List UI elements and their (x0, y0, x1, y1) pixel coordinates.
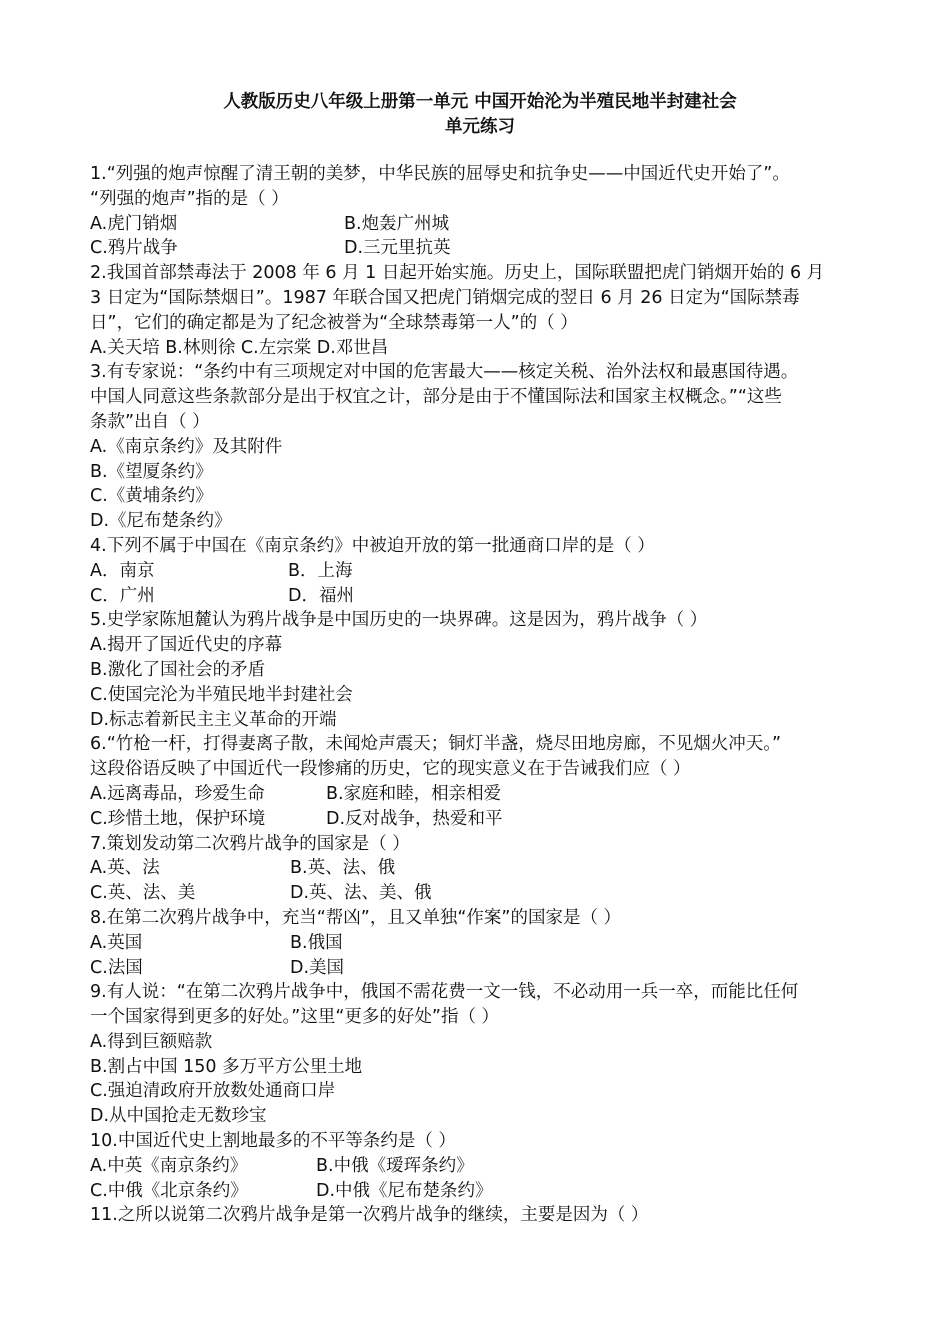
q4-stem-line-1: 4.下列不属于中国在《南京条约》中被迫开放的第一批通商口岸的是（ ） (90, 535, 655, 556)
q7-option-d: D.英、法、美、俄 (290, 883, 432, 904)
q7-option-b: B.英、法、俄 (290, 858, 396, 879)
q9-option-c: C.强迫清政府开放数处通商口岸 (90, 1081, 336, 1102)
q6-options-row-2 (90, 807, 870, 832)
title-line-1: 人教版历史八年级上册第一单元 中国开始沦为半殖民地半封建社会 (223, 92, 737, 112)
q4-option-a: A．南京 (90, 560, 155, 581)
q7-option-c: C.英、法、美 (90, 883, 196, 904)
q8-option-b: B.俄国 (290, 932, 343, 953)
q1-options-row-2 (90, 236, 870, 261)
q4-options-row-2 (90, 584, 870, 609)
q1-option-d: D.三元里抗英 (344, 238, 451, 259)
q1-option-c: C.鸦片战争 (90, 238, 178, 259)
q8-options-row-2 (90, 956, 870, 981)
document-page (90, 90, 870, 1228)
q4-option-b: B．上海 (288, 560, 353, 581)
q7-options-row-2 (90, 881, 870, 906)
q3-option-a: A.《南京条约》及其附件 (90, 436, 283, 457)
q6-option-d: D.反对战争，热爱和平 (326, 808, 503, 829)
q9-stem-line-2: 一个国家得到更多的好处。”这里“更多的好处”指（ ） (90, 1007, 500, 1028)
q10-option-d: D.中俄《尼布楚条约》 (316, 1180, 493, 1201)
q4-option-d: D．福州 (288, 585, 354, 606)
q9-option-d: D.从中国抢走无数珍宝 (90, 1106, 267, 1127)
q11-stem-line-1: 11.之所以说第二次鸦片战争是第一次鸦片战争的继续，主要是因为（ ） (90, 1205, 649, 1226)
q7-stem-line-1: 7.策划发动第二次鸦片战争的国家是（ ） (90, 833, 410, 854)
q5-option-c: C.使国完沦为半殖民地半封建社会 (90, 684, 353, 705)
q8-stem-line-1: 8.在第二次鸦片战争中，充当“帮凶”，且又单独“作案”的国家是（ ） (90, 907, 622, 928)
q8-option-c: C.法国 (90, 957, 143, 978)
q6-stem-line-2: 这段俗语反映了中国近代一段惨痛的历史，它的现实意义在于告诫我们应（ ） (90, 759, 691, 780)
q10-option-b: B.中俄《瑷珲条约》 (316, 1155, 474, 1176)
title-line-2: 单元练习 (445, 117, 515, 137)
q5-stem-line-1: 5.史学家陈旭麓认为鸦片战争是中国历史的一块界碑。这是因为，鸦片战争（ ） (90, 610, 708, 631)
q10-options-row-2 (90, 1179, 870, 1204)
q6-option-b: B.家庭和睦，相亲相爱 (326, 783, 502, 804)
q9-option-b: B.割占中国 150 多万平方公里土地 (90, 1056, 363, 1077)
q8-option-d: D.美国 (290, 957, 345, 978)
q4-option-c: C．广州 (90, 585, 155, 606)
q2-stem-line-2: 3 日定为“国际禁烟日”。1987 年联合国又把虎门销烟完成的翌日 6 月 26 日定为“国际禁毒 (90, 287, 800, 308)
q3-stem-line-2: 中国人同意这些条款部分是出于权宜之计，部分是由于不懂国际法和国家主权概念。”“这些 (90, 387, 782, 408)
q6-stem-line-1: 6.“竹枪一杆，打得妻离子散，未闻炝声震天；铜灯半盏，烧尽田地房廊，不见烟火冲天。” (90, 734, 782, 755)
q10-options-row-1 (90, 1154, 870, 1179)
document-title (90, 90, 870, 140)
q9-stem-line-1: 9.有人说：“在第二次鸦片战争中，俄国不需花费一文一钱，不必动用一兵一卒，而能比任何 (90, 982, 799, 1003)
q6-options-row-1 (90, 782, 870, 807)
q5-option-b: B.激化了国社会的矛盾 (90, 659, 266, 680)
q3-stem-line-1: 3.有专家说：“条约中有三项规定对中国的危害最大——核定关税、治外法权和最惠国待遇。 (90, 362, 799, 383)
q1-stem-line-2: “列强的炮声”指的是（ ） (90, 188, 289, 209)
q8-options-row-1 (90, 931, 870, 956)
q9-option-a: A.得到巨额赔款 (90, 1031, 213, 1052)
q6-option-a: A.远离毒品，珍爱生命 (90, 783, 265, 804)
q1-stem-line-1: 1.“列强的炮声惊醒了清王朝的美梦，中华民族的屈辱史和抗争史——中国近代史开始了”。 (90, 164, 790, 184)
q7-options-row-1 (90, 856, 870, 881)
q10-option-a: A.中英《南京条约》 (90, 1155, 248, 1176)
q10-stem-line-1: 10.中国近代史上割地最多的不平等条约是（ ） (90, 1131, 456, 1152)
q6-option-c: C.珍惜土地，保护环境 (90, 808, 266, 829)
q1-options-row-1 (90, 212, 870, 237)
q1-option-a: A.虎门销烟 (90, 213, 178, 234)
q5-option-a: A.揭开了国近代史的序幕 (90, 635, 283, 656)
q2-options: A.关天培 B.林则徐 C.左宗棠 D.邓世昌 (90, 337, 389, 358)
q2-stem-line-3: 日”，它们的确定都是为了纪念被誉为“全球禁毒第一人”的（ ） (90, 312, 578, 333)
q3-stem-line-3: 条款”出自（ ） (90, 411, 210, 432)
q3-option-c: C.《黄埔条约》 (90, 486, 213, 507)
q10-option-c: C.中俄《北京条约》 (90, 1180, 248, 1201)
q5-option-d: D.标志着新民主主义革命的开端 (90, 709, 337, 730)
q4-options-row-1 (90, 559, 870, 584)
q7-option-a: A.英、法 (90, 858, 160, 879)
q3-option-d: D.《尼布楚条约》 (90, 511, 232, 532)
q8-option-a: A.英国 (90, 932, 143, 953)
question-list (90, 162, 870, 1228)
q1-option-b: B.炮轰广州城 (344, 213, 450, 234)
q3-option-b: B.《望厦条约》 (90, 461, 213, 482)
q2-stem-line-1: 2.我国首部禁毒法于 2008 年 6 月 1 日起开始实施。历史上，国际联盟把虎门销烟开始的 6 月 (90, 263, 825, 284)
